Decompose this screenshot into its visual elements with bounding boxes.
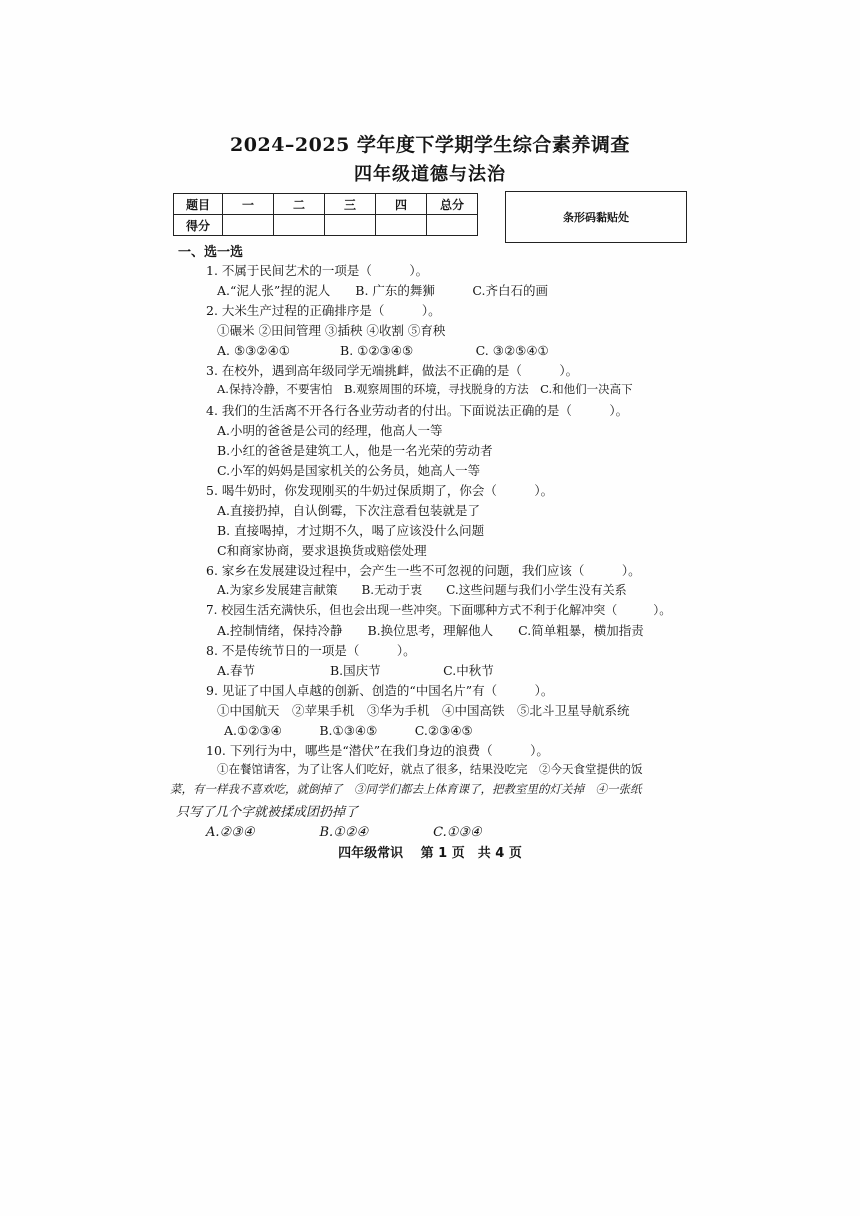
score-table-col-1: 一 bbox=[223, 194, 274, 215]
question-4-option-c: C.小军的妈妈是国家机关的公务员，她高人一等 bbox=[217, 463, 481, 478]
question-7-options: A.控制情绪，保持冷静 B.换位思考，理解他人 C.简单粗暴，横加指责 bbox=[217, 623, 644, 638]
question-9-options: A.①②③④ B.①③④⑤ C.②③④⑤ bbox=[224, 723, 473, 738]
question-10-item-line-2: 菜，有一样我不喜欢吃，就倒掉了 ③同学们都去上体育课了，把教室里的灯关掉 ④一张纸 bbox=[170, 782, 642, 796]
question-5-option-c: C和商家协商，要求退换货或赔偿处理 bbox=[217, 543, 427, 558]
score-table-col-3: 三 bbox=[325, 194, 376, 215]
score-cell[interactable] bbox=[223, 215, 274, 236]
question-10-item-line-3: 只写了几个字就被揉成团扔掉了 bbox=[176, 805, 359, 820]
score-table-score-row bbox=[174, 215, 478, 236]
question-5-option-a: A.直接扔掉，自认倒霉，下次注意看包装就是了 bbox=[217, 503, 481, 518]
question-8: 8. 不是传统节日的一项是（ ）。 bbox=[206, 643, 416, 658]
question-5-option-b: B. 直接喝掉，才过期不久，喝了应该没什么问题 bbox=[217, 523, 485, 538]
score-cell[interactable] bbox=[325, 215, 376, 236]
question-2: 2. 大米生产过程的正确排序是（ ）。 bbox=[206, 303, 441, 318]
exam-title: 2024–2025 学年度下学期学生综合素养调查 bbox=[230, 134, 630, 156]
page-footer: 四年级常识 第 1 页 共 4 页 bbox=[338, 846, 522, 861]
question-4: 4. 我们的生活离不开各行各业劳动者的付出。下面说法正确的是（ ）。 bbox=[206, 403, 629, 418]
score-table-header-row bbox=[174, 194, 478, 215]
question-1-options: A.“泥人张”捏的泥人 B. 广东的舞狮 C.齐白石的画 bbox=[217, 283, 549, 298]
score-table-col-4: 四 bbox=[376, 194, 427, 215]
question-5: 5. 喝牛奶时，你发现刚买的牛奶过保质期了，你会（ ）。 bbox=[206, 483, 554, 498]
question-6: 6. 家乡在发展建设过程中，会产生一些不可忽视的问题，我们应该（ ）。 bbox=[206, 563, 641, 578]
score-cell[interactable] bbox=[274, 215, 325, 236]
score-cell[interactable] bbox=[427, 215, 478, 236]
question-9: 9. 见证了中国人卓越的创新、创造的“中国名片”有（ ）。 bbox=[206, 683, 554, 698]
question-4-option-a: A.小明的爸爸是公司的经理，他高人一等 bbox=[217, 423, 443, 438]
question-3-options: A.保持冷静，不要害怕 B.观察周围的环境，寻找脱身的方法 C.和他们一决高下 bbox=[217, 382, 633, 396]
question-6-options: A.为家乡发展建言献策 B.无动于衷 C.这些问题与我们小学生没有关系 bbox=[217, 583, 627, 597]
barcode-box bbox=[505, 191, 687, 243]
section-heading: 一、选一选 bbox=[178, 245, 244, 260]
score-table bbox=[173, 193, 478, 236]
question-2-options: A. ⑤③②④① B. ①②③④⑤ C. ③②⑤④① bbox=[217, 343, 549, 358]
question-3: 3. 在校外，遇到高年级同学无端挑衅，做法不正确的是（ ）。 bbox=[206, 363, 579, 378]
score-table-row-label: 得分 bbox=[174, 215, 223, 236]
question-10-options: A.②③④ B.①②④ C.①③④ bbox=[206, 825, 482, 840]
score-table-row-label: 题目 bbox=[174, 194, 223, 215]
score-cell[interactable] bbox=[376, 215, 427, 236]
exam-subtitle: 四年级道德与法治 bbox=[354, 164, 506, 185]
score-table-col-2: 二 bbox=[274, 194, 325, 215]
score-table-col-total: 总分 bbox=[427, 194, 478, 215]
question-10: 10. 下列行为中，哪些是“潜伏”在我们身边的浪费（ ）。 bbox=[206, 743, 549, 758]
question-7: 7. 校园生活充满快乐，但也会出现一些冲突。下面哪种方式不利于化解冲突（ ）。 bbox=[206, 603, 672, 617]
question-9-items: ①中国航天 ②苹果手机 ③华为手机 ④中国高铁 ⑤北斗卫星导航系统 bbox=[217, 703, 630, 718]
question-1: 1. 不属于民间艺术的一项是（ ）。 bbox=[206, 263, 429, 278]
question-2-items: ①碾米 ②田间管理 ③插秧 ④收割 ⑤育秧 bbox=[217, 323, 446, 338]
question-8-options: A.春节 B.国庆节 C.中秋节 bbox=[217, 663, 494, 678]
question-4-option-b: B.小红的爸爸是建筑工人，他是一名光荣的劳动者 bbox=[217, 443, 493, 458]
barcode-label: 条形码黏贴处 bbox=[563, 211, 629, 224]
question-10-item-line-1: ①在餐馆请客，为了让客人们吃好，就点了很多，结果没吃完 ②今天食堂提供的饭 bbox=[217, 762, 643, 776]
